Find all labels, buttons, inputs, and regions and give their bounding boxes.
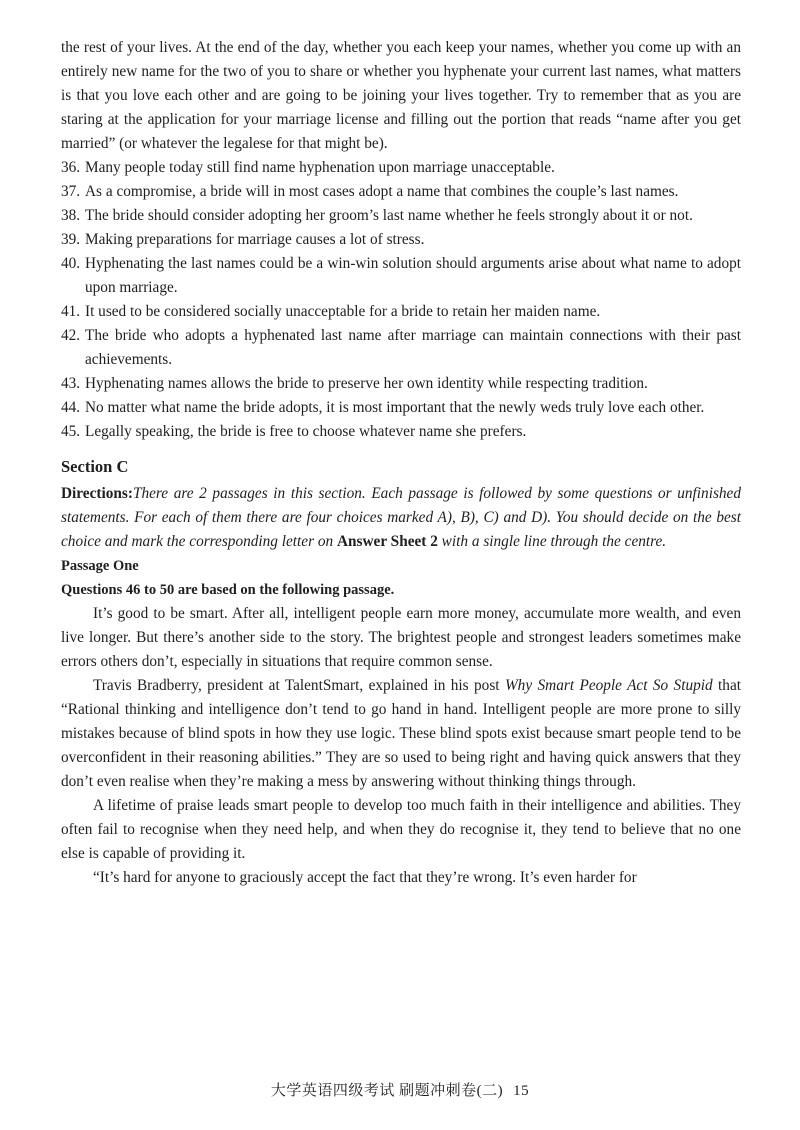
page-body	[61, 36, 741, 890]
statement-number: 36.	[61, 159, 81, 176]
statement-item	[61, 396, 741, 420]
statement-item	[61, 300, 741, 324]
statement-number: 37.	[61, 183, 81, 200]
section-title: Section C	[61, 457, 129, 476]
passage-paragraph	[61, 674, 741, 794]
passage-paragraph: It’s good to be smart. After all, intelligent people earn more money, accumulate more wealth, and even live longer. But there’s another side to the story. The brightest people and strongest leaders sometimes make errors others don’t, especially in situations that require common sense.	[61, 605, 741, 670]
statement-text: Many people today still find name hyphenation upon marriage unacceptable.	[85, 159, 555, 176]
directions-text-end: with a single line through the centre.	[437, 533, 667, 550]
statement-item	[61, 324, 741, 372]
statement-item	[61, 420, 741, 444]
statement-number: 45.	[61, 423, 81, 440]
statement-item	[61, 252, 741, 300]
statement-text: Making preparations for marriage causes a lot of stress.	[85, 231, 425, 248]
passage-label: Passage One	[61, 558, 139, 574]
continuation-paragraph: the rest of your lives. At the end of the day, whether you each keep your names, whether you come up with an entirely new name for the two of you to share or whether you hyphenate your current last names, what matters is that you love each other and are going to be joining your lives together. Try to remember that as you are staring at the application for your marriage license and filling out the portion that reads “name after you get married” (or whatever the legalese for that might be).	[61, 39, 741, 152]
page-footer	[0, 1079, 800, 1100]
statement-number: 39.	[61, 231, 81, 248]
statement-text: As a compromise, a bride will in most cases adopt a name that combines the couple’s last names.	[85, 183, 679, 200]
statement-number: 41.	[61, 303, 81, 320]
answer-sheet-label: Answer Sheet 2	[337, 533, 438, 550]
statement-text: It used to be considered socially unacceptable for a bride to retain her maiden name.	[85, 303, 601, 320]
statement-number: 38.	[61, 207, 81, 224]
paragraph-text: Travis Bradberry, president at TalentSmart, explained in his post	[93, 677, 505, 694]
statement-text: Hyphenating names allows the bride to preserve her own identity while respecting tradition.	[85, 375, 648, 392]
statement-number: 44.	[61, 399, 81, 416]
statement-text: Hyphenating the last names could be a win-win solution should arguments arise about what name to adopt upon marriage.	[85, 255, 741, 296]
directions	[61, 482, 741, 554]
statement-text: Legally speaking, the bride is free to choose whatever name she prefers.	[85, 423, 527, 440]
statement-item	[61, 204, 741, 228]
statement-item	[61, 180, 741, 204]
passage-paragraph: A lifetime of praise leads smart people to develop too much faith in their intelligence and abilities. They often fail to recognise when they need help, and when they do recognise it, they tend to believe that no one else is capable of providing it.	[61, 797, 741, 862]
article-title: Why Smart People Act So Stupid	[504, 677, 713, 694]
directions-text: There are 2 passages in this section. Each passage is followed by some questions or unfinished statements. For each of them there are four choices marked A), B), C) and D). You should decide on the best choice and mark the corresponding letter on	[61, 485, 741, 550]
passage-paragraph: “It’s hard for anyone to graciously accept the fact that they’re wrong. It’s even harder for	[93, 869, 637, 886]
statement-text: No matter what name the bride adopts, it is most important that the newly weds truly love each other.	[85, 399, 705, 416]
statement-text: The bride who adopts a hyphenated last name after marriage can maintain connections with their past achievements.	[85, 327, 741, 368]
paragraph-text: that “Rational thinking and intelligence don’t tend to go hand in hand. Intelligent people are more prone to silly mistakes because of blind spots in how they use logic. These blind spots exist because smart people tend to be overconfident in their reasoning abilities.” They are so used to being right and having quick answers that they don’t even realise when they’re making a mess by answering without thinking things through.	[61, 677, 741, 790]
statement-number: 43.	[61, 375, 81, 392]
directions-label: Directions:	[61, 485, 133, 502]
statement-item	[61, 156, 741, 180]
statement-number: 42.	[61, 327, 81, 344]
page-number: 15	[513, 1083, 530, 1099]
questions-label: Questions 46 to 50 are based on the following passage.	[61, 582, 395, 598]
statement-list	[61, 156, 741, 444]
statement-text: The bride should consider adopting her groom’s last name whether he feels strongly about it or not.	[85, 207, 693, 224]
footer-title: 大学英语四级考试 刷题冲刺卷(二)	[270, 1083, 504, 1099]
statement-item	[61, 228, 741, 252]
statement-item	[61, 372, 741, 396]
statement-number: 40.	[61, 255, 81, 272]
